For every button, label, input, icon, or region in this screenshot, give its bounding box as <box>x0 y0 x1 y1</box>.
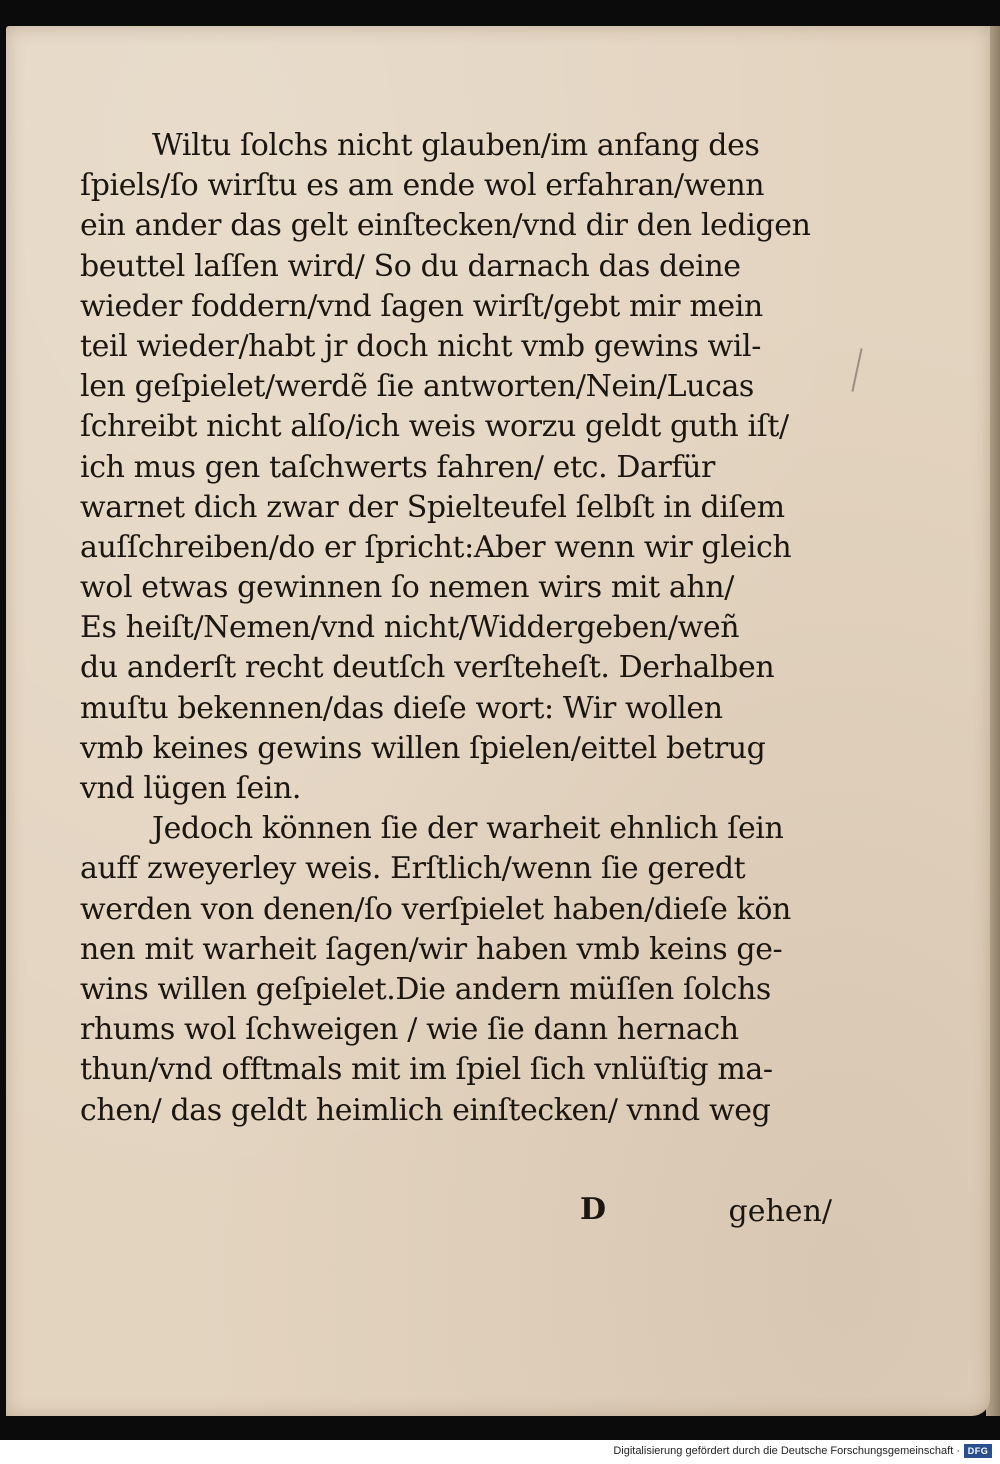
text-line: werden von denen/ſo verſpielet haben/dieſe kön <box>80 891 791 927</box>
text-line: ſpiels/ſo wirſtu es am ende wol erfahran/wenn <box>80 168 765 204</box>
body-text <box>80 126 850 1131</box>
book-page <box>6 26 990 1416</box>
catchword: gehen/ <box>728 1194 832 1229</box>
text-line: wieder foddern/vnd ſagen wirſt/gebt mir mein <box>80 288 763 324</box>
text-line: Jedoch können ſie der warheit ehnlich ſein <box>152 811 784 847</box>
marginal-pen-mark <box>851 348 862 391</box>
signature-mark: D <box>580 1192 607 1227</box>
text-line: auſſchreiben/do er ſpricht:Aber wenn wir gleich <box>80 529 792 565</box>
text-line: beuttel laſſen wird/ So du darnach das deine <box>80 248 741 284</box>
text-line: rhums wol ſchweigen / wie ſie dann hernach <box>80 1012 739 1048</box>
text-line: du anderſt recht deutſch verſteheſt. Derhalben <box>80 650 775 686</box>
text-line: vmb keines gewins willen ſpielen/eittel betrug <box>80 730 766 766</box>
footer-bar <box>0 1440 1000 1464</box>
text-line: vnd lügen ſein. <box>80 771 302 806</box>
text-line: ein ander das gelt einſtecken/vnd dir den ledigen <box>80 208 811 244</box>
text-line: teil wieder/habt jr doch nicht vmb gewins wil- <box>80 328 761 364</box>
text-line: nen mit warheit ſagen/wir haben vmb keins ge- <box>80 931 783 967</box>
page-foot <box>580 1192 850 1238</box>
text-line: len geſpielet/werdẽ ſie antworten/Nein/Lucas <box>80 369 754 405</box>
dfg-logo-icon: DFG <box>964 1444 992 1458</box>
text-line: wol etwas gewinnen ſo nemen wirs mit ahn/ <box>80 570 734 606</box>
text-line: warnet dich zwar der Spielteufel ſelbſt in diſem <box>80 489 785 525</box>
text-line: chen/ das geldt heimlich einſtecken/ vnnd weg <box>80 1092 771 1128</box>
text-line: Wiltu ſolchs nicht glauben/im anfang des <box>152 128 760 163</box>
funding-note: Digitalisierung gefördert durch die Deutsche Forschungsgemeinschaft · <box>613 1445 960 1457</box>
text-line: thun/vnd offtmals mit im ſpiel ſich vnlüſtig ma- <box>80 1052 773 1088</box>
text-line: ich mus gen taſchwerts fahren/ etc. Darfür <box>80 449 715 485</box>
text-line: muſtu bekennen/das dieſe wort: Wir wollen <box>80 690 723 726</box>
text-line: ſchreibt nicht alſo/ich weis worzu geldt guth iſt/ <box>80 409 789 445</box>
text-line: auff zweyerley weis. Erſtlich/wenn ſie geredt <box>80 851 746 887</box>
text-line: Es heiſt/Nemen/vnd nicht/Widdergeben/weñ <box>80 610 740 646</box>
text-line: wins willen geſpielet.Die andern müſſen ſolchs <box>80 971 771 1007</box>
